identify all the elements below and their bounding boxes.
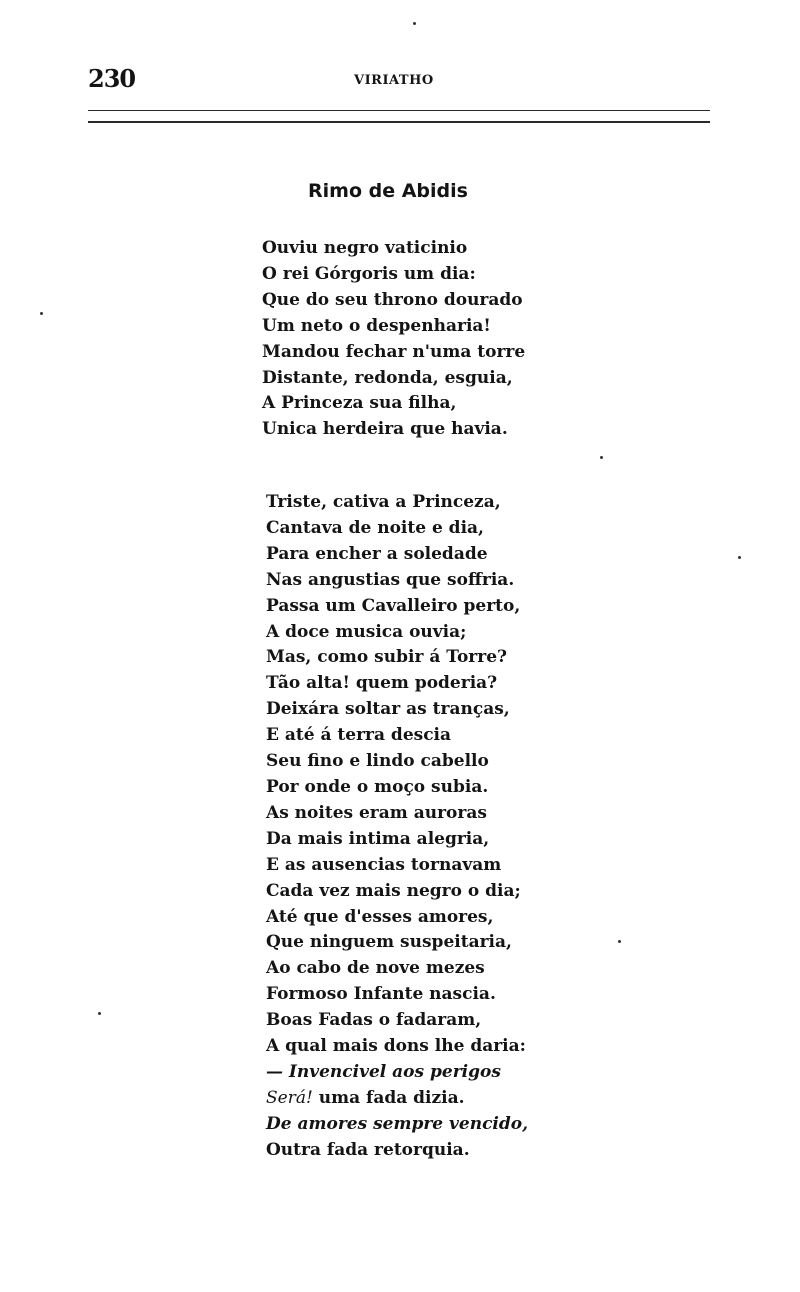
verse-line: As noites eram auroras <box>266 802 487 823</box>
verse-line: A Princeza sua filha, <box>262 393 457 414</box>
verse-line: De amores sempre vencido, <box>266 1113 529 1134</box>
verse-line: Distante, redonda, esguia, <box>262 367 513 388</box>
header-rule-thick <box>88 121 710 123</box>
verse-line: Cantava de noite e dia, <box>266 517 484 538</box>
verse-line: Até que d'esses amores, <box>266 906 494 927</box>
verse-line: Formoso Infante nascia. <box>266 984 496 1005</box>
verse-line: Nas angustias que soffria. <box>266 569 515 590</box>
verse-line: Cada vez mais negro o dia; <box>266 880 521 901</box>
italic-word: Será! <box>266 1087 313 1108</box>
verse-line: Por onde o moço subia. <box>266 776 489 797</box>
verse-line: O rei Górgoris um dia: <box>262 263 476 284</box>
verse-line: E as ausencias tornavam <box>266 854 502 875</box>
verse-line: Triste, cativa a Princeza, <box>266 492 501 512</box>
verse-line: Outra fada retorquia. <box>266 1139 470 1160</box>
verse-line: Tão alta! quem poderia? <box>266 673 498 694</box>
verse-line: Passa um Cavalleiro perto, <box>266 595 521 616</box>
stanza <box>262 236 525 443</box>
verse-line: A qual mais dons lhe daria: <box>266 1036 526 1057</box>
verse-line: E até á terra descia <box>266 725 452 746</box>
verse-line: Ouviu negro vaticinio <box>262 238 468 258</box>
verse-line: Mandou fechar n'uma torre <box>262 341 526 362</box>
scan-speck <box>413 22 416 25</box>
running-title: VIRIATHO <box>354 73 434 88</box>
verse-line: Boas Fadas o fadaram, <box>266 1010 482 1031</box>
verse-line: — Invencivel aos perigos <box>266 1061 501 1082</box>
verse-line: Deixára soltar as tranças, <box>266 699 510 720</box>
verse-line: Para encher a soledade <box>266 543 488 564</box>
page-number: 230 <box>88 64 136 93</box>
scan-speck <box>600 456 603 459</box>
verse-line: Será! uma fada dizia. <box>266 1087 465 1108</box>
verse-line: A doce musica ouvia; <box>266 621 467 642</box>
verse-line: Um neto o despenharia! <box>262 315 491 336</box>
scan-speck <box>40 312 43 315</box>
poem-title: Rimo de Abidis <box>308 180 468 202</box>
verse-line: Que do seu throno dourado <box>262 289 523 310</box>
header-rule-thin <box>88 110 710 111</box>
verse-line: Da mais intima alegria, <box>266 828 490 849</box>
scan-speck <box>618 940 621 943</box>
stanza <box>266 490 528 1164</box>
scan-speck <box>738 556 741 559</box>
verse-line: Mas, como subir á Torre? <box>266 647 507 668</box>
verse-line: Ao cabo de nove mezes <box>266 958 485 979</box>
scan-speck <box>98 1012 101 1015</box>
verse-line: Seu fino e lindo cabello <box>266 751 489 772</box>
verse-line: Unica herdeira que havia. <box>262 419 508 440</box>
verse-line: Que ninguem suspeitaria, <box>266 932 512 953</box>
